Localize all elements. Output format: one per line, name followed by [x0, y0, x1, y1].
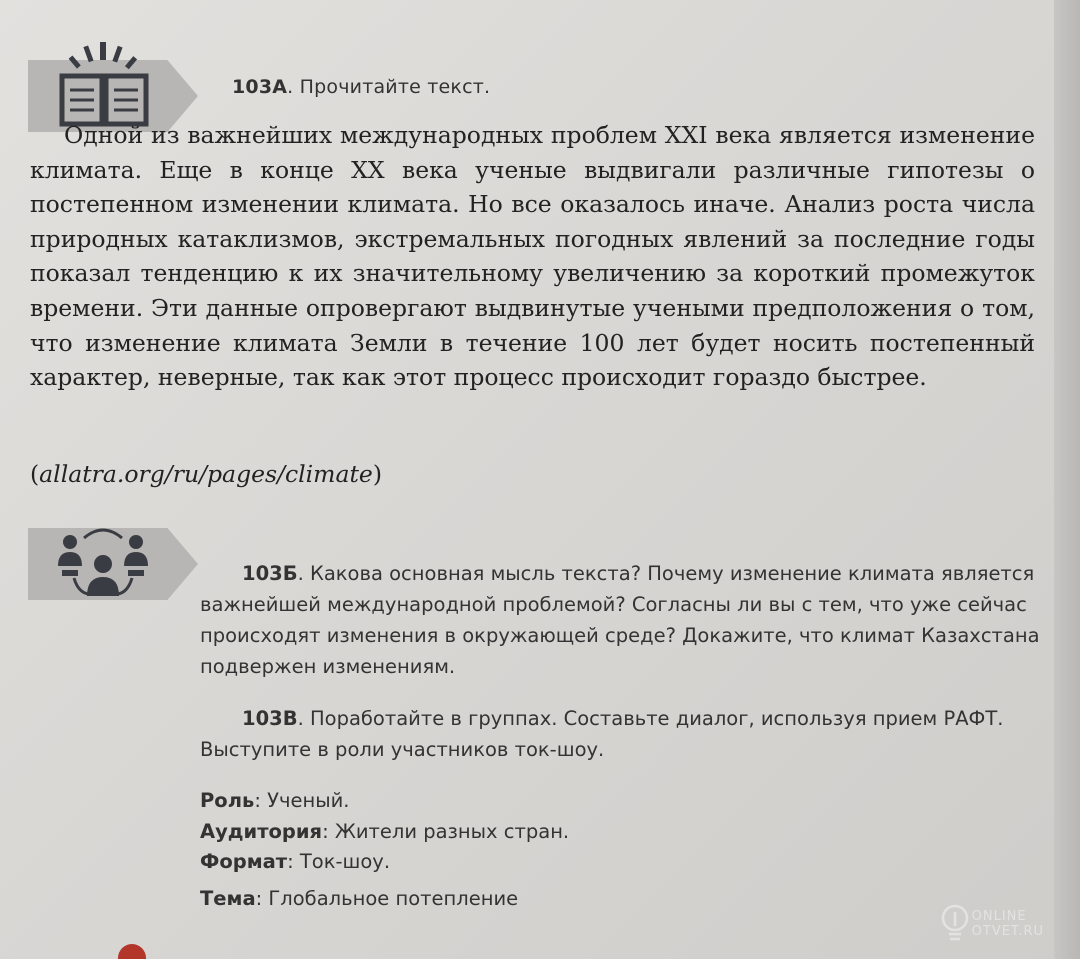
watermark-line-2: OTVET.RU — [971, 924, 1044, 939]
task-103a-heading — [232, 76, 490, 98]
lightbulb-icon — [938, 902, 972, 946]
source-citation — [30, 460, 382, 488]
task-103v — [200, 703, 1040, 765]
raft-role-value: : Ученый. — [254, 789, 350, 812]
page-edge — [1054, 0, 1080, 959]
raft-topic-value: : Глобальное потепление — [255, 887, 519, 910]
raft-format-label: Формат — [200, 850, 288, 873]
raft-format — [200, 850, 390, 873]
raft-role — [200, 789, 350, 812]
task-103a-instruction: . Прочитайте текст. — [287, 76, 491, 98]
group-discussion-icon — [48, 522, 158, 602]
watermark-text — [972, 909, 1044, 939]
task-103b-text: . Какова основная мысль текста? Почему изменение климата является важнейшей международной проблемой? Согласны ли вы с тем, что уже сейчас происходят изменения в окружающей среде? Докажите, что климат Казахстана подвержен изменениям. — [200, 562, 1040, 678]
task-103a-number: 103А — [232, 76, 288, 98]
raft-format-value: : Ток-шоу. — [287, 850, 391, 873]
task-103v-number: 103В — [242, 707, 298, 730]
task-103v-text: . Поработайте в группах. Составьте диалог, используя прием РАФТ. Выступите в роли участников ток-шоу. — [200, 707, 1004, 761]
watermark-line-1: ONLINE — [971, 909, 1027, 924]
climate-text: Одной из важнейших международных проблем XXI века является изменение климата. Еще в конце XX века ученые выдвигали различные гипотезы о постепенном изменении климата. Но все оказалось иначе. Анализ роста числа природных катаклизмов, экстремальных погодных явлений за последние годы показал тенденцию к их значительному увеличению за короткий промежуток времени. Эти данные опровергают выдвинутые учеными предположения о том, что изменение климата Земли в течение 100 лет будет носить постепенный характер, неверные, так как этот процесс происходит гораздо быстрее. — [30, 121, 1035, 392]
task-103b — [200, 558, 1040, 682]
task-103b-number: 103Б — [242, 562, 298, 585]
reading-book-icon — [50, 40, 160, 130]
source-open-paren: ( — [30, 460, 40, 488]
raft-audience-value: : Жители разных стран. — [322, 820, 570, 843]
raft-role-label: Роль — [200, 789, 255, 812]
source-close-paren: ) — [372, 460, 383, 488]
raft-topic — [200, 887, 518, 910]
source-url: allatra.org/ru/pages/climate — [39, 460, 373, 488]
raft-topic-label: Тема — [200, 887, 256, 910]
raft-audience — [200, 820, 569, 843]
watermark — [938, 902, 1044, 946]
red-corner-mark — [118, 944, 146, 959]
raft-audience-label: Аудитория — [200, 820, 323, 843]
